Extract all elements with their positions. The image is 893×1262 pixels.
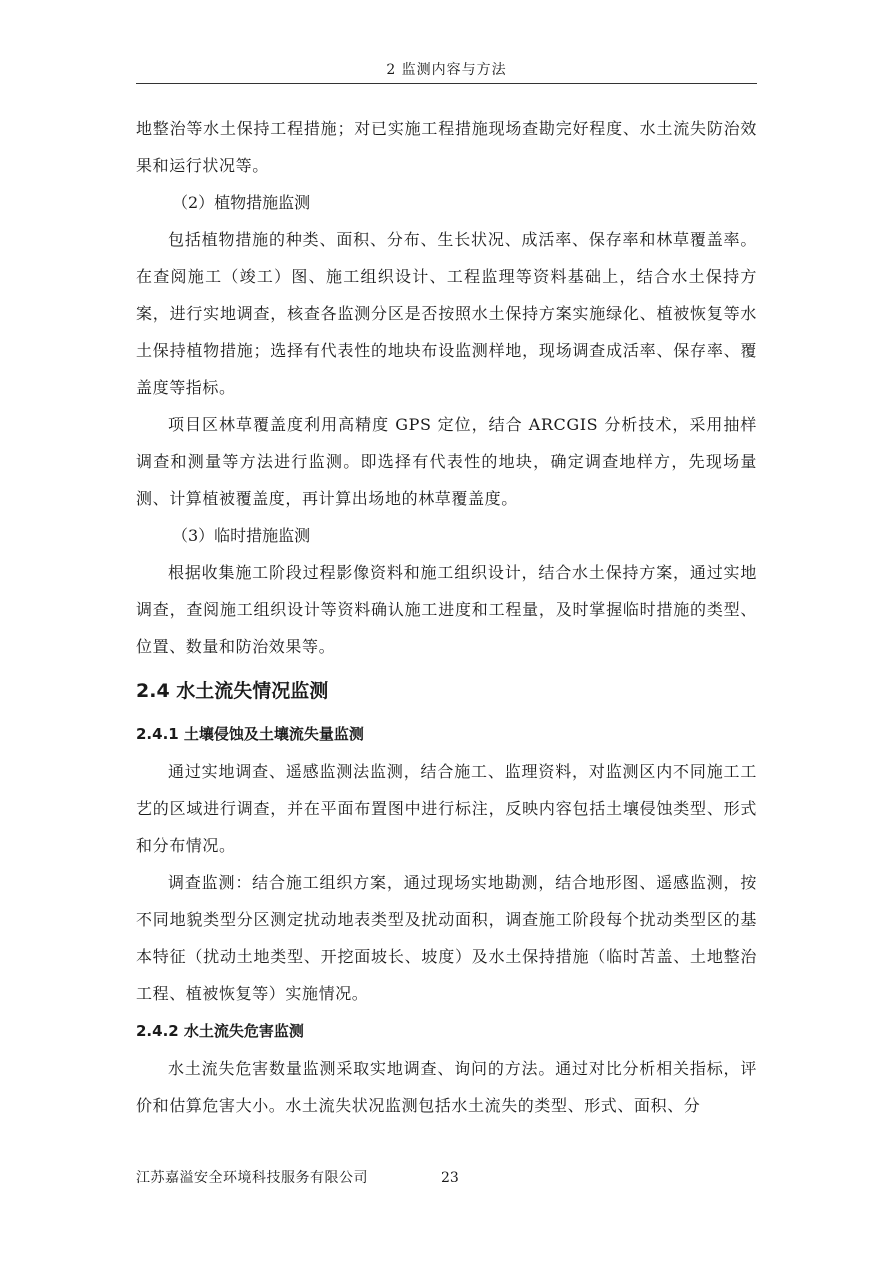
paragraph-soil-erosion: 通过实地调查、遥感监测法监测，结合施工、监理资料，对监测区内不同施工工艺的区域进行调查，并在平面布置图中进行标注，反映内容包括土壤侵蚀类型、形式和分布情况。 <box>136 762 757 855</box>
section-heading-2-4: 2.4 水土流失情况监测 <box>136 680 329 702</box>
paragraph-survey-monitoring: 调查监测：结合施工组织方案，通过现场实地勘测，结合地形图、遥感监测，按不同地貌类型分区测定扰动地表类型及扰动面积，调查施工阶段每个扰动类型区的基本特征（扰动土地类型、开挖面坡长、坡度）及水土保持措施（临时苫盖、土地整治工程、植被恢复等）实施情况。 <box>136 873 757 1003</box>
page-footer <box>136 1168 459 1188</box>
paragraph-plant-measures: 包括植物措施的种类、面积、分布、生长状况、成活率、保存率和林草覆盖率。在查阅施工（竣工）图、施工组织设计、工程监理等资料基础上，结合水土保持方案，进行实地调查，核查各监测分区是否按照水土保持方案实施绿化、植被恢复等水土保持植物措施；选择有代表性的地块布设监测样地，现场调查成活率、保存率、覆盖度等指标。 <box>136 230 757 397</box>
section-heading-2-4-2: 2.4.2 水土流失危害监测 <box>136 1022 304 1040</box>
paragraph-engineering-measures-cont: 地整治等水土保持工程措施；对已实施工程措施现场查勘完好程度、水土流失防治效果和运行状况等。 <box>136 119 757 175</box>
subheading-temporary-measures: （3）临时措施监测 <box>172 526 311 545</box>
paragraph-vegetation-coverage: 项目区林草覆盖度利用高精度 GPS 定位，结合 ARCGIS 分析技术，采用抽样调查和测量等方法进行监测。即选择有代表性的地块，确定调查地样方，先现场量测、计算植被覆盖度，再计算出场地的林草覆盖度。 <box>136 415 757 508</box>
paragraph-erosion-hazard: 水土流失危害数量监测采取实地调查、询问的方法。通过对比分析相关指标，评价和估算危害大小。水土流失状况监测包括水土流失的类型、形式、面积、分 <box>136 1059 757 1115</box>
footer-company: 江苏嘉溢安全环境科技服务有限公司 <box>136 1170 368 1186</box>
header-divider <box>136 83 757 84</box>
subheading-plant-measures: （2）植物措施监测 <box>172 193 311 212</box>
paragraph-temporary-measures: 根据收集施工阶段过程影像资料和施工组织设计，结合水土保持方案，通过实地调查，查阅施工组织设计等资料确认施工进度和工程量，及时掌握临时措施的类型、位置、数量和防治效果等。 <box>136 563 757 656</box>
section-heading-2-4-1: 2.4.1 土壤侵蚀及土壤流失量监测 <box>136 725 364 743</box>
page-number: 23 <box>441 1170 459 1186</box>
page-body <box>136 110 757 1124</box>
running-header: 2 监测内容与方法 <box>386 62 507 78</box>
